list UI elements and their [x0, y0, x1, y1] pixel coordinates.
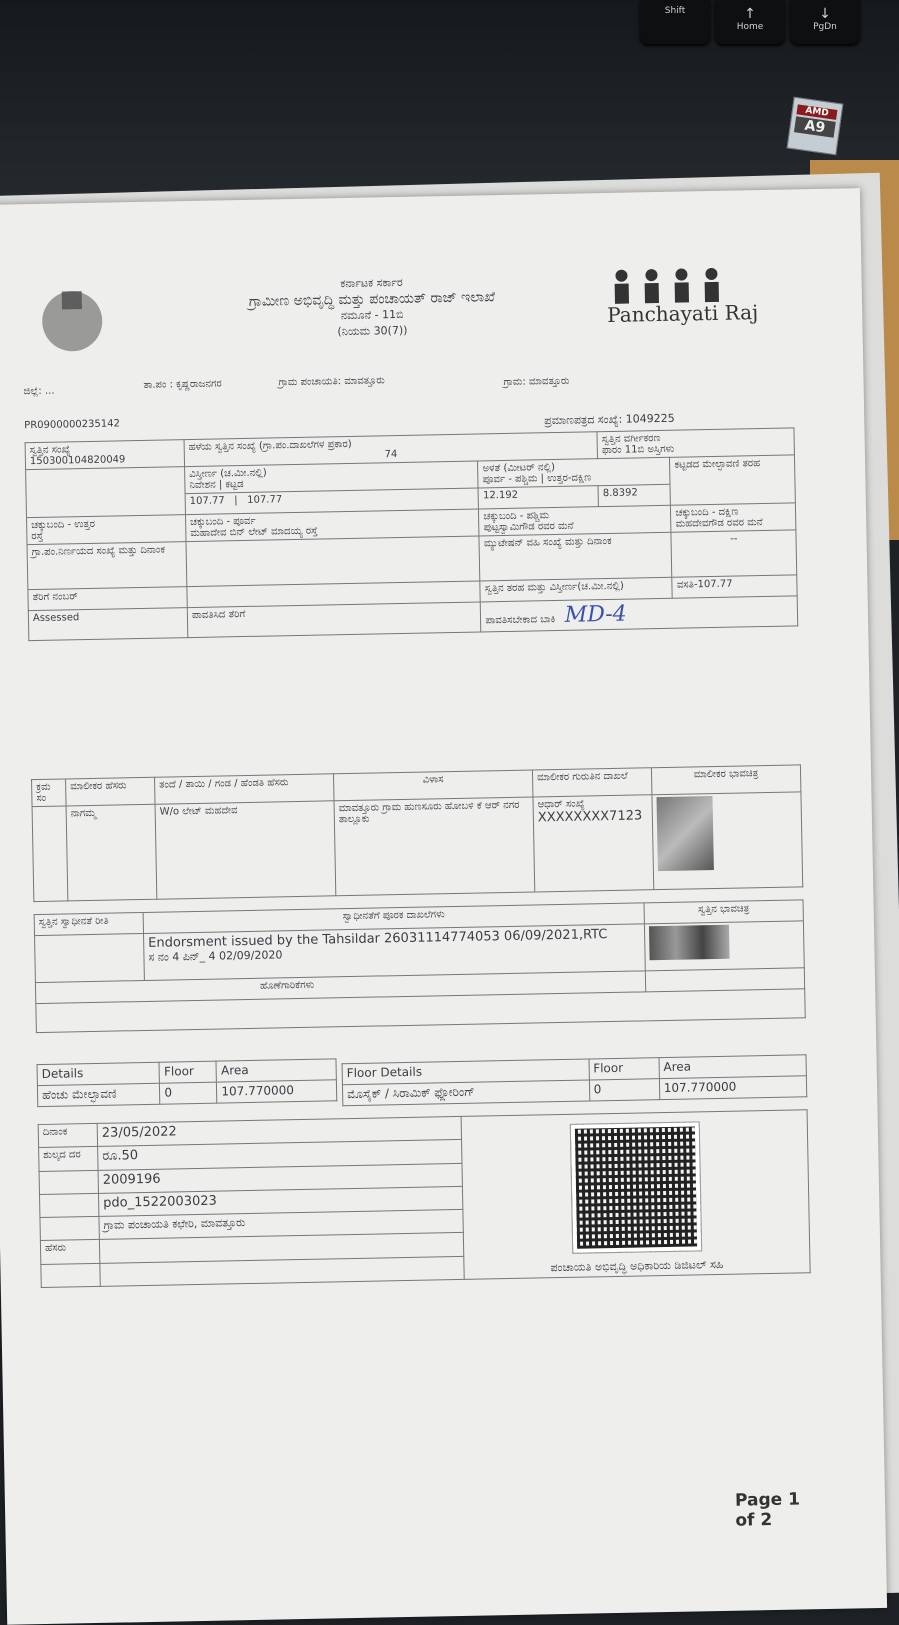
document-header — [191, 272, 552, 343]
floor-left-details: ಹೆಂಚು ಮೇಲ್ಛಾವಣಿ — [37, 1083, 160, 1106]
floor-right-header-details: Floor Details — [342, 1059, 589, 1085]
owner-photo — [656, 796, 713, 871]
user-label — [40, 1193, 99, 1217]
owner-header-photo: ಮಾಲೀಕರ ಭಾವಚಿತ್ರ — [651, 765, 800, 795]
floor-right-header-area: Area — [659, 1055, 807, 1079]
property-class-cell: ಸ್ವತ್ತಿನ ವರ್ಗೀಕರಣ ಫಾರಂ 11ಬಿ ಅಸ್ತಿಗಳು — [597, 428, 794, 459]
certificate-number: ಪ್ರಮಾಣಪತ್ರದ ಸಂಖ್ಯೆ: 1049225 — [544, 411, 675, 428]
owner-relation: W/o ಲೇಟ್ ಮಹದೇವ — [155, 801, 336, 899]
property-type-value: ವಸತಿ-107.77 — [672, 575, 797, 598]
owner-header-address: ವಿಳಾಸ — [333, 770, 532, 801]
header-department: ಗ್ರಾಮೀಣ ಅಭಿವೃದ್ಧಿ ಮತ್ತು ಪಂಚಾಯತ್ ರಾಜ್ ಇಲಾಖೆ — [248, 289, 496, 310]
property-type-label: ಸ್ವತ್ತಿನ ತರಹ ಮತ್ತು ವಿಸ್ತೀರ್ಣ(ಚ.ಮೀ.ನಲ್ಲಿ) — [480, 577, 672, 602]
receipt-label — [39, 1170, 98, 1194]
receipt-value: 2009196 — [98, 1163, 462, 1193]
keyboard-key-home: ↑ Home — [715, 0, 785, 44]
boundary-south: ಚಕ್ಕುಬಂದಿ - ದಕ್ಷಿಣ ಮಹದೇವಗೌಡ ರವರ ಮನೆ — [671, 503, 796, 532]
floor-left-area: 107.770000 — [217, 1080, 337, 1103]
area-values: 107.77 | 107.77 — [185, 488, 479, 515]
document-content — [21, 259, 801, 1531]
gp-resolution-value — [186, 536, 480, 587]
owner-name: ನಾಗಮ್ಮ — [66, 804, 157, 901]
ns-value: 8.8392 — [598, 484, 671, 506]
owner-id: ಆಧಾರ್ ಸಂಖ್ಯೆ XXXXXXXX7123 — [533, 795, 654, 892]
asset-photo — [649, 925, 730, 961]
mutation-label: ಮ್ಯುಟೇಷನ್ ವಹಿ ಸಂಖ್ಯೆ ಮತ್ತು ದಿನಾಂಕ — [479, 532, 672, 581]
tax-paid-label: ಪಾವತಿಸಿದ ತೆರಿಗೆ — [187, 602, 481, 638]
owner-header-no: ಕ್ರಮ ಸಂ — [32, 779, 67, 807]
asset-photo-label: ಸ್ವತ್ತಿನ ಭಾವಚಿತ್ರ — [644, 900, 803, 924]
page-number: Page 1 of 2 — [734, 1489, 801, 1531]
keyboard-key-shift: Shift — [640, 0, 710, 44]
header-govt: ಕರ್ನಾಟಕ ಸರ್ಕಾರ — [340, 275, 403, 291]
issue-date-value: 23/05/2022 — [97, 1116, 461, 1146]
issue-details-table — [38, 1109, 811, 1288]
boundary-east: ಚಕ್ಕುಬಂದಿ - ಪೂರ್ವ ಮಹಾದೇವ ಬಿನ್ ಲೇಟ್ ಮಾದಯ್ಯ ರಸ್ತೆ — [185, 509, 479, 542]
property-no-cell: ಸ್ವತ್ತಿನ ಸಂಖ್ಯೆ 150300104820049 — [25, 440, 184, 470]
fee-value: ರೂ.50 — [98, 1140, 462, 1170]
floor-table-left — [37, 1058, 338, 1107]
liabilities-label: ಹೊಣೆಗಾರಿಕೆಗಳು — [35, 971, 645, 1004]
karnataka-emblem-icon — [32, 282, 113, 359]
floor-right-area: 107.770000 — [659, 1076, 807, 1100]
panchayati-raj-brand: Panchayati Raj — [606, 300, 759, 327]
floor-left-header-details: Details — [37, 1062, 160, 1085]
mutation-value: -- — [671, 530, 796, 577]
qr-code — [570, 1122, 700, 1252]
floor-left-floor: 0 — [160, 1082, 217, 1104]
asset-photo-cell — [644, 921, 804, 971]
tax-due-cell: ಪಾವತಿಸಬೇಕಾದ ಬಾಕಿ MD-4 — [481, 596, 798, 632]
user-value: pdo_1522003023 — [98, 1186, 462, 1216]
amd-sticker: AMD A9 — [787, 97, 844, 155]
ownership-mode-label: ಸ್ವತ್ತಿನ ಸ್ವಾಧೀನತೆ ರೀತಿ — [34, 912, 143, 935]
ownership-docs-value: Endorsment issued by the Tahsildar 26031114774053 06/09/2021,RTC ಸ ನಂ 4 ಪಿನ್_ 4 02/09/2020 — [144, 924, 646, 981]
area-header-spacer — [26, 467, 186, 518]
village-label: ಗ್ರಾಮ: ಮಾವತ್ತೂರು — [503, 375, 570, 388]
floor-left-header-floor: Floor — [159, 1061, 216, 1083]
floor-left-header-area: Area — [216, 1059, 336, 1082]
name-label: ಹೆಸರು — [40, 1240, 99, 1264]
district-label: ಜಿಲ್ಲೆ: ... — [23, 385, 55, 398]
floor-right-floor: 0 — [589, 1079, 660, 1101]
owner-photo-cell — [652, 792, 803, 890]
taluk-label: ತಾ.ಪಂ : ಕೃಷ್ಣರಾಜನಗರ — [143, 378, 222, 391]
owner-address: ಮಾವತ್ತೂರು ಗ್ರಾಮ ಹುಣಸೂರು ಹೋಬಳಿ ಕೆ ಆರ್ ನಗರ ತಾಲ್ಲೂಕು — [334, 797, 535, 896]
floor-right-details: ಮೊಸೈಕ್ / ಸಿರಾಮಿಕ್ ಫ್ಲೋರಿಂಗ್ — [342, 1080, 589, 1106]
fee-label: ಶುಲ್ಕದ ದರ — [39, 1147, 98, 1171]
office-value: ಗ್ರಾಮ ಪಂಚಾಯತಿ ಕಛೇರಿ, ಮಾವತ್ತೂರು — [99, 1210, 463, 1240]
old-asset-no-cell: ಹಳೆಯ ಸ್ವತ್ತಿನ ಸಂಖ್ಯೆ (ಗ್ರಾ.ಪಂ.ದಾಖಲೆಗಳ ಪ್ರಕಾರ) 74 — [184, 432, 598, 467]
handwritten-note: MD-4 — [564, 601, 627, 628]
gp-resolution-label: ಗ್ರಾ.ಪಂ.ನಿರ್ಣಯದ ಸಂಖ್ಯೆ ಮತ್ತು ದಿನಾಂಕ — [27, 542, 187, 590]
keyboard-key-pgdn: ↓ PgDn — [790, 0, 860, 44]
assessed-label: Assessed — [28, 608, 188, 641]
form-11b-document — [0, 188, 887, 1625]
boundary-west: ಚಕ್ಕುಬಂದಿ - ಪಶ್ಚಿಮ ಪುಟ್ಟಸ್ವಾಮಿಗೌಡ ರವರ ಮನೆ — [479, 505, 672, 536]
gram-panchayat-label: ಗ್ರಾಮ ಪಂಚಾಯತಿ: ಮಾವತ್ತೂರು — [278, 375, 385, 389]
ew-value: 12.192 — [478, 486, 598, 509]
extra-label — [41, 1263, 100, 1287]
header-rule: (ನಿಯಮ 30(7)) — [337, 323, 408, 339]
liabilities-value — [645, 968, 804, 992]
ownership-mode-value — [35, 933, 145, 982]
roof-type-cell: ಕಟ್ಟಡದ ಮೇಲ್ಛಾವಣಿ ತರಹ — [670, 455, 795, 505]
owner-table — [31, 764, 803, 902]
owner-header-id: ಮಾಲೀಕರ ಗುರುತಿನ ದಾಖಲೆ — [532, 768, 651, 797]
area-header: ವಿಸ್ತೀರ್ಣ (ಚ.ಮೀ.ನಲ್ಲಿ) ನಿವೇಶನ | ಕಟ್ಟಡ — [185, 461, 479, 494]
owner-header-name: ಮಾಲೀಕರ ಹೆಸರು — [66, 777, 156, 806]
owner-no — [32, 806, 68, 902]
office-label — [40, 1217, 99, 1241]
floor-table-right — [342, 1054, 808, 1106]
owner-header-relation: ತಂದೆ / ತಾಯಿ / ಗಂಡ / ಹೆಂಡತಿ ಹೆಸರು — [155, 774, 334, 804]
ownership-table — [34, 899, 806, 1033]
header-form: ನಮೂನೆ - 11ಬಿ — [340, 307, 404, 323]
floor-right-header-floor: Floor — [589, 1058, 660, 1080]
boundary-north: ಚಕ್ಕುಬಂದಿ - ಉತ್ತರ ರಸ್ತೆ — [27, 515, 186, 545]
digital-signature-cell: ಪಂಚಾಯತಿ ಅಭಿವೃದ್ಧಿ ಅಧಿಕಾರಿಯ ಡಿಜಿಟಲ್ ಸಹಿ — [461, 1110, 810, 1280]
tax-no-label: ತೆರಿಗೆ ನಂಬರ್ — [28, 587, 187, 611]
property-details-table — [25, 427, 799, 641]
dimension-header: ಅಳತೆ (ಮೀಟರ್ ನಲ್ಲಿ) ಪೂರ್ವ - ಪಶ್ಚಿಮ | ಉತ್ತರ-ದಕ್ಷಿಣ — [478, 457, 671, 488]
ownership-docs-label: ಸ್ವಾಧೀನತೆಗೆ ಪೂರಕ ದಾಖಲೆಗಳು — [143, 903, 644, 934]
id-code: PR0900000235142 — [24, 418, 121, 432]
issue-date-label: ದಿನಾಂಕ — [38, 1123, 97, 1147]
